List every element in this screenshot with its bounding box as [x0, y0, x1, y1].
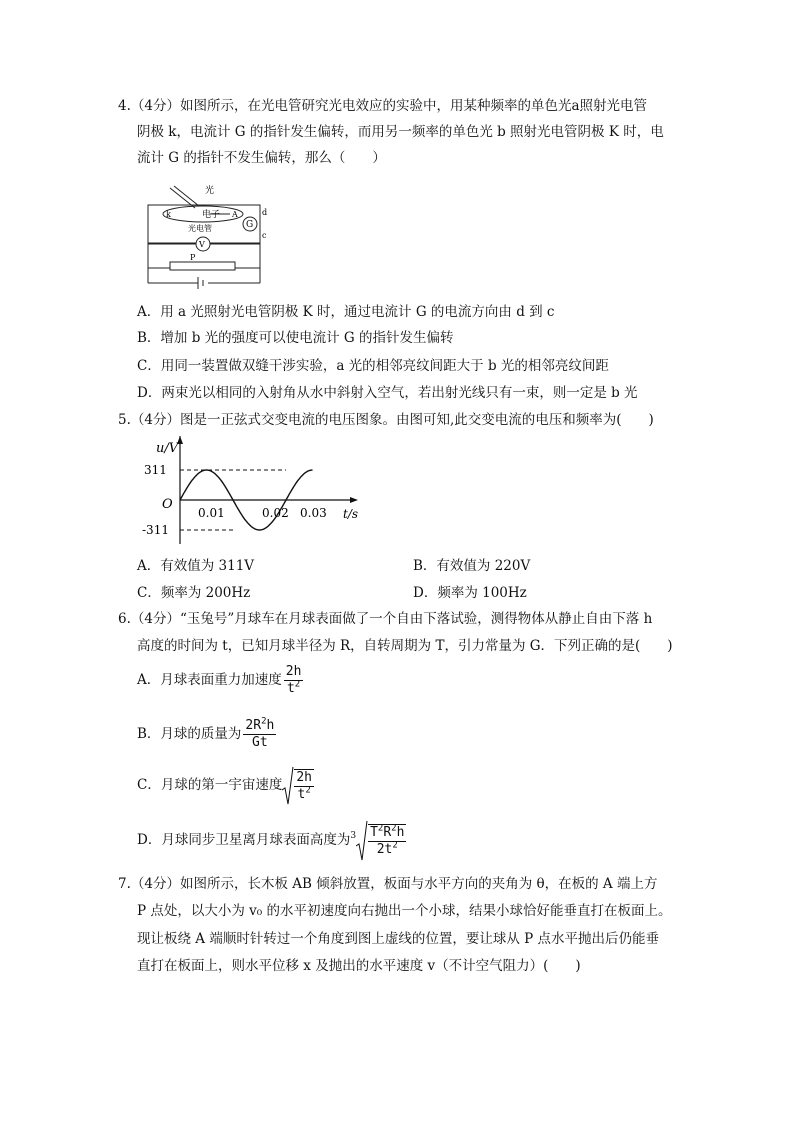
origin-label: O — [162, 497, 173, 512]
y-axis-label: u/V — [156, 441, 179, 456]
frac-b-numerator-tail: h — [266, 718, 275, 733]
x-axis-arrow — [350, 497, 358, 503]
x-tick-0.02: 0.02 — [262, 506, 289, 520]
fig-label-light: 光 — [205, 186, 215, 196]
q7-stem-line-3: 现让板绕 A 端顺时针转过一个角度到图上虚线的位置，要让球从 P 点水平抛出后仍能垂 — [137, 931, 659, 947]
q4-stem-line-1: 4.（4分）如图所示，在光电管研究光电效应的实验中，用某种频率的单色光a照射光电管 — [118, 98, 648, 114]
frac-d-exp-R: 2 — [391, 823, 397, 834]
fig-label-V: V — [199, 240, 205, 249]
q7-stem-line-1: 7.（4分）如图所示，长木板 AB 倾斜放置，板面与水平方向的夹角为 θ，在板的 A 端上方 — [118, 876, 658, 892]
fig-label-k: k — [166, 210, 171, 219]
q6-option-b-text: B．月球的质量为 — [137, 726, 242, 742]
frac-d-T: T — [370, 824, 378, 840]
q4-option-c: C．用同一装置做双缝干涉实验，a 光的相邻亮纹间距大于 b 光的相邻亮纹间距 — [137, 358, 609, 374]
fig-label-tube: 光电管 — [188, 224, 212, 233]
x-tick-0.01: 0.01 — [198, 506, 225, 520]
q6-option-b — [137, 714, 276, 754]
q5-option-b: B．有效值为 220V — [413, 558, 531, 574]
frac-d-R: R — [383, 824, 392, 840]
frac-b-exponent: 2 — [261, 716, 267, 727]
q4-option-a: A．用 a 光照射光电管阴极 K 时，通过电流计 G 的电流方向由 d 到 c — [137, 304, 555, 320]
fig-label-A: A — [232, 210, 238, 219]
frac-b-denominator: Gt — [252, 735, 268, 750]
q5-option-a: A．有效值为 311V — [137, 558, 255, 574]
frac-d-h: h — [396, 824, 405, 840]
cube-root-sign-icon — [356, 820, 368, 862]
fig-label-electron: 电子 — [202, 210, 221, 220]
q6-option-d — [137, 818, 406, 862]
y-tick-311: 311 — [144, 463, 167, 477]
fig-label-c: c — [262, 231, 267, 240]
frac-d-denominator: 2t — [376, 841, 393, 857]
q6-option-a-text: A．月球表面重力加速度 — [137, 672, 282, 688]
frac-a-numerator: 2h — [285, 664, 302, 679]
frac-b-numerator-base: 2R — [245, 718, 262, 733]
q6-option-a-formula — [284, 664, 304, 697]
fig-label-P: P — [190, 253, 196, 262]
frac-a-exponent: 2 — [294, 679, 301, 690]
q7-stem-line-4: 直打在板面上，则水平位移 x 及抛出的水平速度 v（不计空气阻力）( ) — [137, 958, 581, 974]
sqrt-sign-icon — [282, 766, 294, 806]
q4-stem-line-3: 流计 G 的指针不发生偏转，那么（ ） — [137, 150, 386, 166]
q6-option-d-formula — [368, 824, 406, 858]
q4-option-b: B．增加 b 光的强度可以使电流计 G 的指针发生偏转 — [137, 330, 454, 346]
q6-option-a — [137, 662, 303, 698]
photoelectric-circuit-figure — [140, 180, 270, 290]
q6-option-b-formula — [243, 718, 276, 751]
q6-option-c-formula — [294, 769, 314, 803]
q7-stem-line-2: P 点处，以大小为 v₀ 的水平初速度向右抛出一个小球，结果小球恰好能垂直打在板面上。 — [137, 903, 672, 919]
q6-option-c-text: C．月球的第一宇宙速度 — [137, 777, 283, 793]
q5-stem-line-1: 5.（4分）图是一正弦式交变电流的电压图象。由图可知,此交变电流的电压和频率为( ) — [118, 412, 654, 428]
frac-d-exp-T: 2 — [377, 823, 384, 834]
cube-root-index: 3 — [350, 831, 357, 841]
q5-option-d: D．频率为 100Hz — [413, 585, 527, 601]
frac-c-denominator: t — [297, 786, 306, 802]
q4-option-d: D．两束光以相同的入射角从水中斜射入空气，若出射光线只有一束，则一定是 b 光 — [137, 385, 638, 401]
q6-option-c — [137, 764, 314, 806]
x-tick-0.03: 0.03 — [300, 506, 327, 520]
q5-option-c: C．频率为 200Hz — [137, 585, 251, 601]
q6-stem-line-1: 6.（4分）“玉兔号”月球车在月球表面做了一个自由下落试验，测得物体从静止自由下落 h — [118, 611, 653, 627]
frac-a-denominator: t — [286, 681, 295, 696]
frac-d-exp-t: 2 — [392, 840, 398, 851]
x-axis-label: t/s — [343, 507, 359, 521]
q4-stem-line-2: 阴极 k，电流计 G 的指针发生偏转，而用另一频率的单色光 b 照射光电管阴极 K 时，电 — [137, 124, 664, 140]
frac-c-exponent: 2 — [305, 785, 311, 796]
ac-voltage-chart — [140, 436, 370, 548]
q6-option-d-text: D．月球同步卫星离月球表面高度为 — [137, 832, 351, 848]
fig-label-d: d — [262, 208, 268, 217]
frac-c-numerator: 2h — [296, 769, 312, 785]
fig-label-G: G — [246, 220, 254, 230]
q6-stem-line-2: 高度的时间为 t，已知月球半径为 R，自转周期为 T，引力常量为 G．下列正确的是( ) — [137, 638, 673, 654]
y-tick-neg311: -311 — [142, 523, 169, 537]
